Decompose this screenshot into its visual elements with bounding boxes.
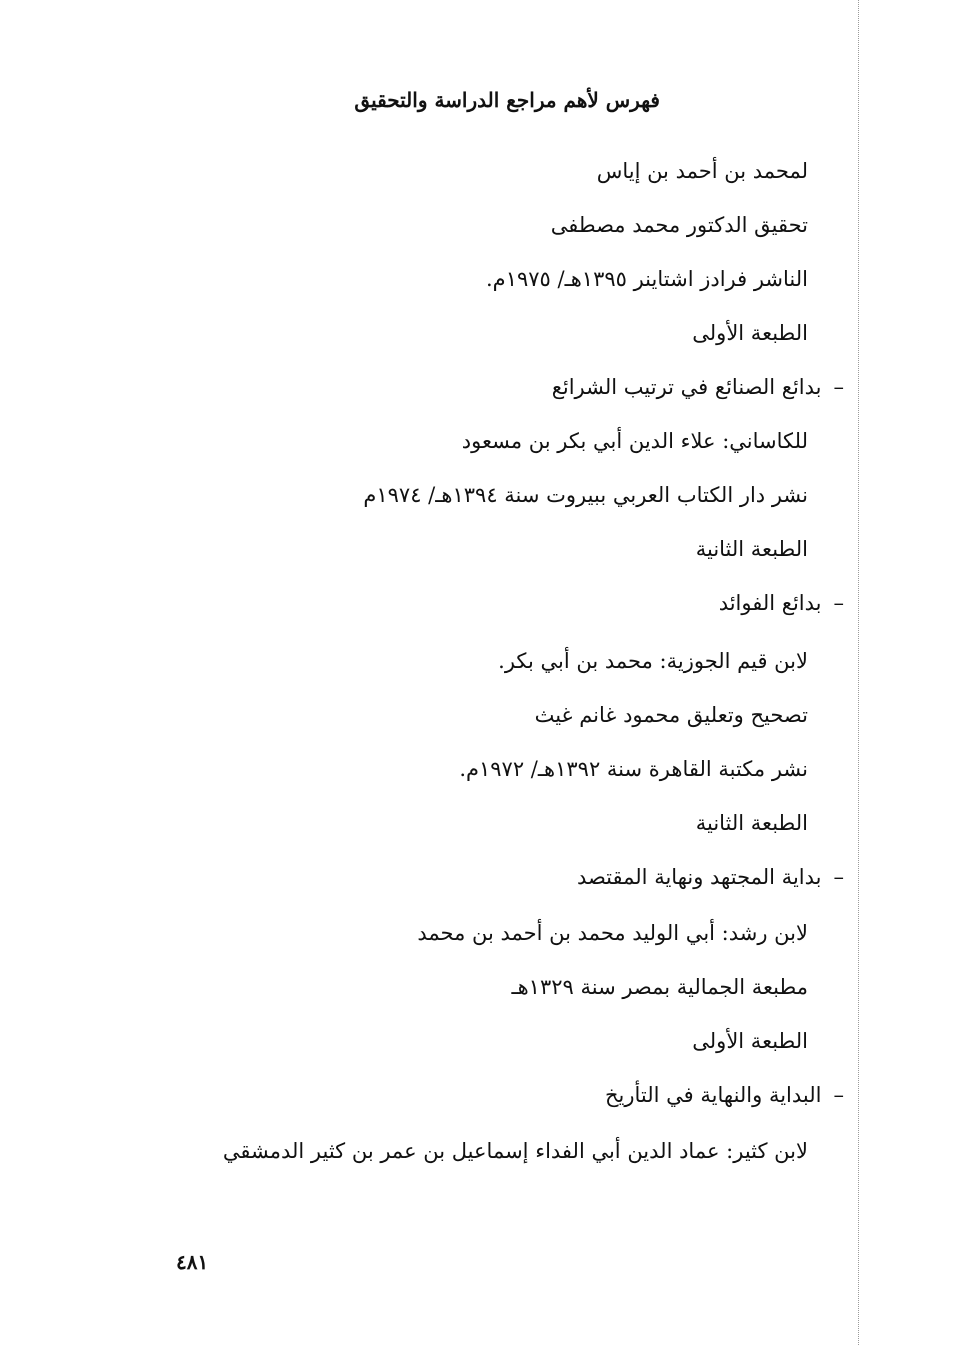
entry-dash: – [833,865,844,889]
entry-title: بداية المجتهد ونهاية المقتصد [576,865,822,889]
entry-line: الطبعة الأولى [692,321,808,345]
entry-heading [605,1080,844,1110]
entry-heading [577,862,844,892]
entry-heading [552,372,844,402]
entry-line: مطبعة الجمالية بمصر سنة ١٣٢٩هـ [511,975,808,999]
entry-title: البداية والنهاية في التأريخ [604,1083,822,1107]
entry-heading [719,588,844,618]
page-number: ٤٨١ [176,1250,209,1274]
entry-line: نشر مكتبة القاهرة سنة ١٣٩٢هـ/ ١٩٧٢م. [459,757,808,781]
entry-line: لابن رشد: أبي الوليد محمد بن أحمد بن محمد [417,921,808,945]
entry-line: لمحمد بن أحمد بن إياس [596,159,808,183]
entry-line: لابن قيم الجوزية: محمد بن أبي بكر. [498,649,808,673]
margin-dotted-line [858,0,859,1345]
entry-line: تصحيح وتعليق محمود غانم غيث [534,703,808,727]
running-header: فهرس لأهم مراجع الدراسة والتحقيق [354,88,660,112]
entry-line: الطبعة الأولى [692,1029,808,1053]
entry-line: للكاساني: علاء الدين أبي بكر بن مسعود [461,429,808,453]
entry-dash: – [833,1083,844,1107]
entry-dash: – [833,375,844,399]
entry-line: الطبعة الثانية [695,537,808,561]
entry-line: نشر دار الكتاب العربي ببيروت سنة ١٣٩٤هـ/ ١٩٧٤م [363,483,808,507]
entry-line: تحقيق الدكتور محمد مصطفى [550,213,808,237]
entry-title: بدائع الفوائد [718,591,822,615]
entry-title: بدائع الصنائع في ترتيب الشرائع [551,375,822,399]
entry-dash: – [833,591,844,615]
entry-line: لابن كثير: عماد الدين أبي الفداء إسماعيل بن عمر بن كثير الدمشقي [222,1139,808,1163]
entry-line: الناشر فرادز اشتاينر ١٣٩٥هـ/ ١٩٧٥م. [486,267,808,291]
entry-line: الطبعة الثانية [695,811,808,835]
